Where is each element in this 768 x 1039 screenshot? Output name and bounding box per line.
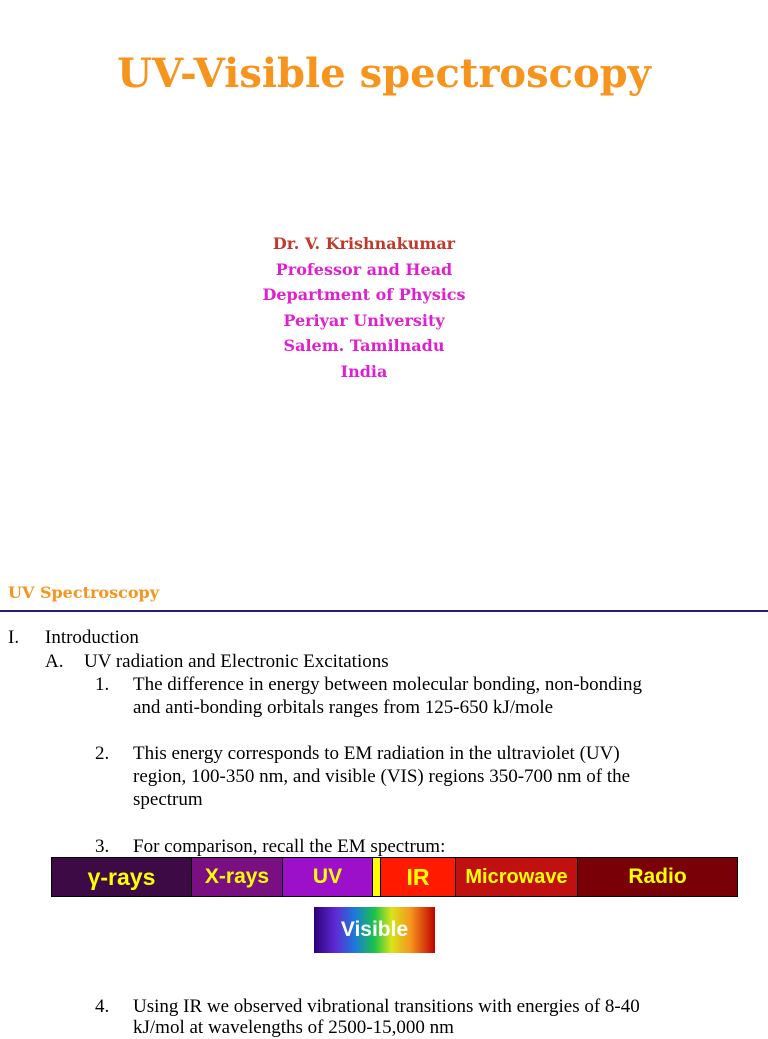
- item-2-line-3: spectrum: [133, 789, 203, 810]
- outline-a-number: A.: [45, 651, 64, 672]
- item-1-line-1: The difference in energy between molecular bonding, non-bonding: [133, 674, 642, 695]
- item-2-number: 2.: [95, 743, 110, 764]
- page-title: UV-Visible spectroscopy: [117, 50, 651, 97]
- outline-a-text: UV radiation and Electronic Excitations: [84, 651, 389, 672]
- band-microwave: Microwave: [456, 858, 578, 896]
- section-title: UV Spectroscopy: [8, 583, 159, 602]
- item-3-number: 3.: [95, 836, 110, 857]
- visible-label: Visible: [340, 918, 409, 941]
- author-position: Professor and Head: [275, 259, 453, 279]
- item-4-line-2: kJ/mol at wavelengths of 2500-15,000 nm: [133, 1017, 454, 1038]
- outline-i-number: I.: [8, 627, 20, 648]
- item-1-line-2: and anti-bonding orbitals ranges from 125-650 kJ/mole: [133, 697, 554, 718]
- band-gamma-rays: γ-rays: [52, 858, 192, 896]
- item-3-line-1: For comparison, recall the EM spectrum:: [133, 836, 446, 857]
- band-ir: IR: [381, 858, 456, 896]
- divider: [0, 610, 768, 612]
- band-x-rays: X-rays: [192, 858, 283, 896]
- em-spectrum-bar: [51, 857, 738, 897]
- item-2-line-1: This energy corresponds to EM radiation in the ultraviolet (UV): [133, 743, 620, 764]
- item-4-line-1: Using IR we observed vibrational transitions with energies of 8-40: [133, 996, 640, 1017]
- author-university: Periyar University: [283, 310, 445, 330]
- item-2-line-2: region, 100-350 nm, and visible (VIS) regions 350-700 nm of the: [133, 766, 631, 787]
- author-block: [0, 231, 728, 384]
- item-4-number: 4.: [95, 996, 110, 1017]
- author-city: Salem. Tamilnadu: [283, 336, 445, 355]
- visible-spectrum-box: [314, 907, 435, 953]
- author-department: Department of Physics: [262, 285, 466, 304]
- author-country: India: [340, 361, 388, 381]
- author-name: Dr. V. Krishnakumar: [272, 234, 456, 253]
- band-visible-strip: [373, 858, 381, 896]
- band-radio: Radio: [578, 858, 737, 896]
- band-uv: UV: [283, 858, 373, 896]
- item-1-number: 1.: [95, 674, 110, 695]
- outline-i-text: Introduction: [45, 627, 139, 648]
